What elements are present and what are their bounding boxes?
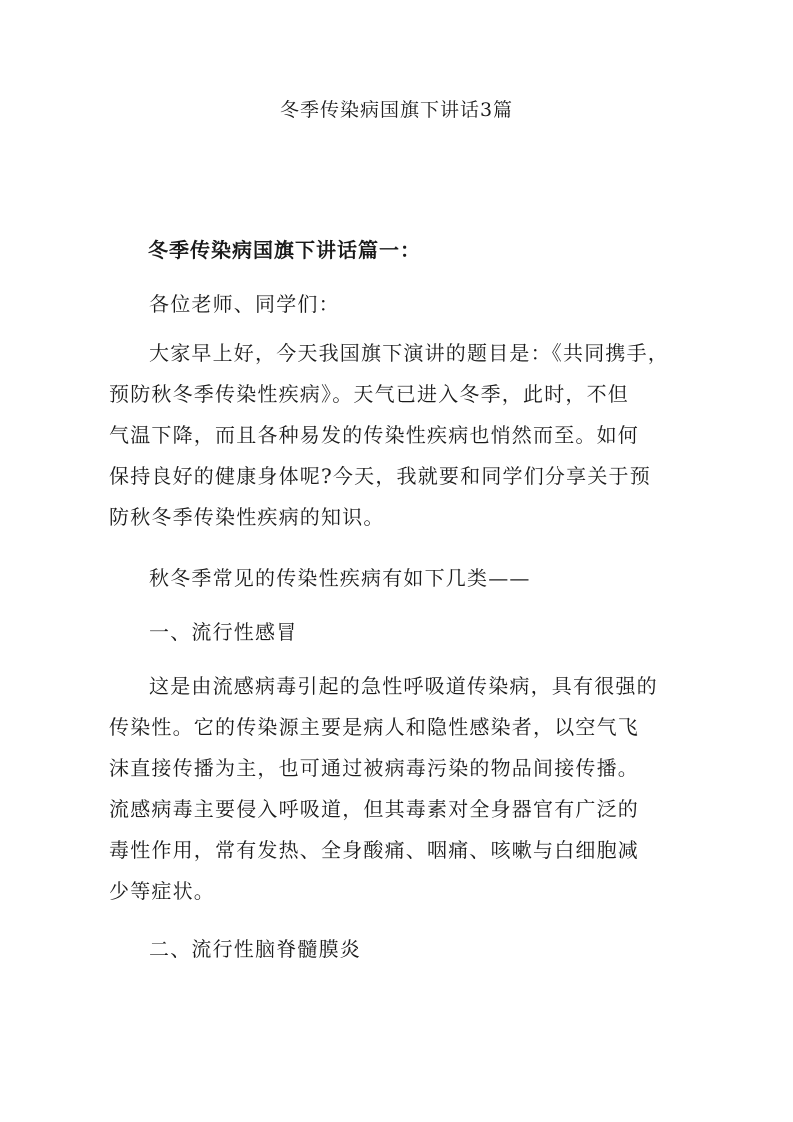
text-line: 气温下降，而且各种易发的传染性疾病也悄然而至。如何: [109, 423, 639, 447]
item2-heading: 二、流行性脑脊髓膜炎: [149, 937, 361, 961]
text-line: 毒性作用，常有发热、全身酸痛、咽痛、咳嗽与白细胞减: [109, 838, 639, 862]
greeting: 各位老师、同学们：: [149, 292, 340, 316]
text-line: 防秋冬季传染性疾病的知识。: [109, 505, 385, 529]
text-line: 大家早上好，今天我国旗下演讲的题目是：《共同携手，: [149, 341, 669, 365]
text-line: 流感病毒主要侵入呼吸道，但其毒素对全身器官有广泛的: [109, 797, 639, 821]
document-title: 冬季传染病国旗下讲话3篇: [279, 99, 514, 121]
text-line: 保持良好的健康身体呢?今天，我就要和同学们分享关于预: [109, 464, 651, 488]
text-line: 沫直接传播为主，也可通过被病毒污染的物品间接传播。: [109, 756, 639, 780]
paragraph-types: 秋冬季常见的传染性疾病有如下几类——: [149, 566, 531, 590]
text-line: 传染性。它的传染源主要是病人和隐性感染者，以空气飞: [109, 715, 639, 739]
item1-heading: 一、流行性感冒: [149, 620, 298, 644]
text-line: 少等症状。: [109, 879, 215, 903]
text-line: 预防秋冬季传染性疾病》。天气已进入冬季，此时，不但: [109, 382, 629, 406]
item1-body: [109, 666, 658, 912]
text-line: 这是由流感病毒引起的急性呼吸道传染病，具有很强的: [149, 674, 658, 698]
paragraph-intro: [109, 333, 669, 538]
section-heading: 冬季传染病国旗下讲话篇一：: [148, 238, 421, 262]
